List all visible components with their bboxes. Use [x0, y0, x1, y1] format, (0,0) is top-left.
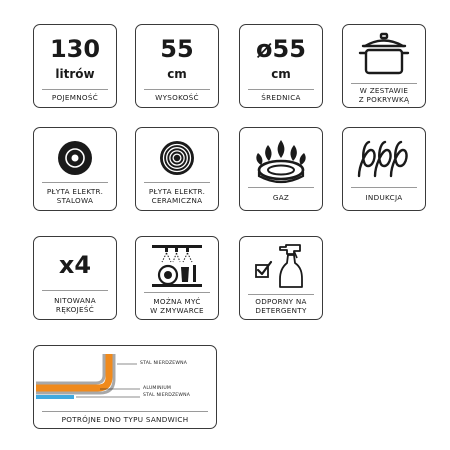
ceramic-plate-card — [135, 127, 219, 211]
handles-label-1: NITOWANA — [54, 296, 96, 305]
detergent-spray-icon — [240, 241, 322, 291]
diameter-card — [239, 24, 323, 108]
diameter-value: ø55 — [256, 35, 306, 63]
induction-label: INDUKCJA — [365, 193, 403, 202]
gas-card — [239, 127, 323, 211]
steel-hotplate-icon — [34, 138, 116, 178]
detergents-card — [239, 236, 323, 320]
dishwasher-label-2: W ZMYWARCE — [150, 306, 204, 315]
height-label: WYSOKOŚĆ — [155, 93, 199, 102]
ceramic-plate-label-1: PŁYTA ELEKTR. — [148, 187, 206, 196]
sandwich-label: POTRÓJNE DNO TYPU SANDWICH — [61, 415, 189, 424]
dishwasher-card — [135, 236, 219, 320]
height-unit: cm — [167, 67, 187, 81]
lid-label-1: W ZESTAWIE — [359, 86, 409, 95]
ceramic-hotplate-icon — [136, 138, 218, 178]
capacity-card — [33, 24, 117, 108]
induction-coil-icon — [343, 136, 425, 184]
dishwasher-label-1: MOŻNA MYĆ — [153, 297, 201, 306]
induction-card — [342, 127, 426, 211]
layer-top-label: STAL NIERDZEWNA — [140, 361, 188, 366]
capacity-label: POJEMNOŚĆ — [51, 93, 99, 102]
steel-plate-label-1: PŁYTA ELEKTR. — [46, 187, 104, 196]
lid-label-2: Z POKRYWKĄ — [358, 95, 410, 104]
steel-plate-label-2: STALOWA — [56, 196, 94, 205]
layer-mid-label: ALUMINIUM — [143, 386, 172, 391]
handles-card — [33, 236, 117, 320]
pot-with-lid-icon — [343, 31, 425, 77]
gas-burner-icon — [240, 136, 322, 184]
capacity-unit: litrów — [55, 67, 95, 81]
diameter-unit: cm — [271, 67, 291, 81]
gas-label: GAZ — [272, 193, 290, 202]
ceramic-plate-label-2: CERAMICZNA — [151, 196, 203, 205]
steel-plate-card — [33, 127, 117, 211]
height-value: 55 — [160, 35, 194, 63]
handles-label-2: RĘKOJEŚĆ — [55, 305, 95, 314]
lid-card — [342, 24, 426, 108]
detergents-label-1: ODPORNY NA — [255, 297, 307, 306]
diameter-label: ŚREDNICA — [261, 93, 301, 102]
handles-value: x4 — [58, 251, 92, 279]
sandwich-bottom-card — [33, 345, 217, 429]
detergents-label-2: DETERGENTY — [255, 306, 307, 315]
height-card — [135, 24, 219, 108]
dishwasher-icon — [136, 242, 218, 290]
capacity-value: 130 — [49, 35, 101, 63]
layer-bottom-label: STAL NIERDZEWNA — [143, 393, 191, 398]
